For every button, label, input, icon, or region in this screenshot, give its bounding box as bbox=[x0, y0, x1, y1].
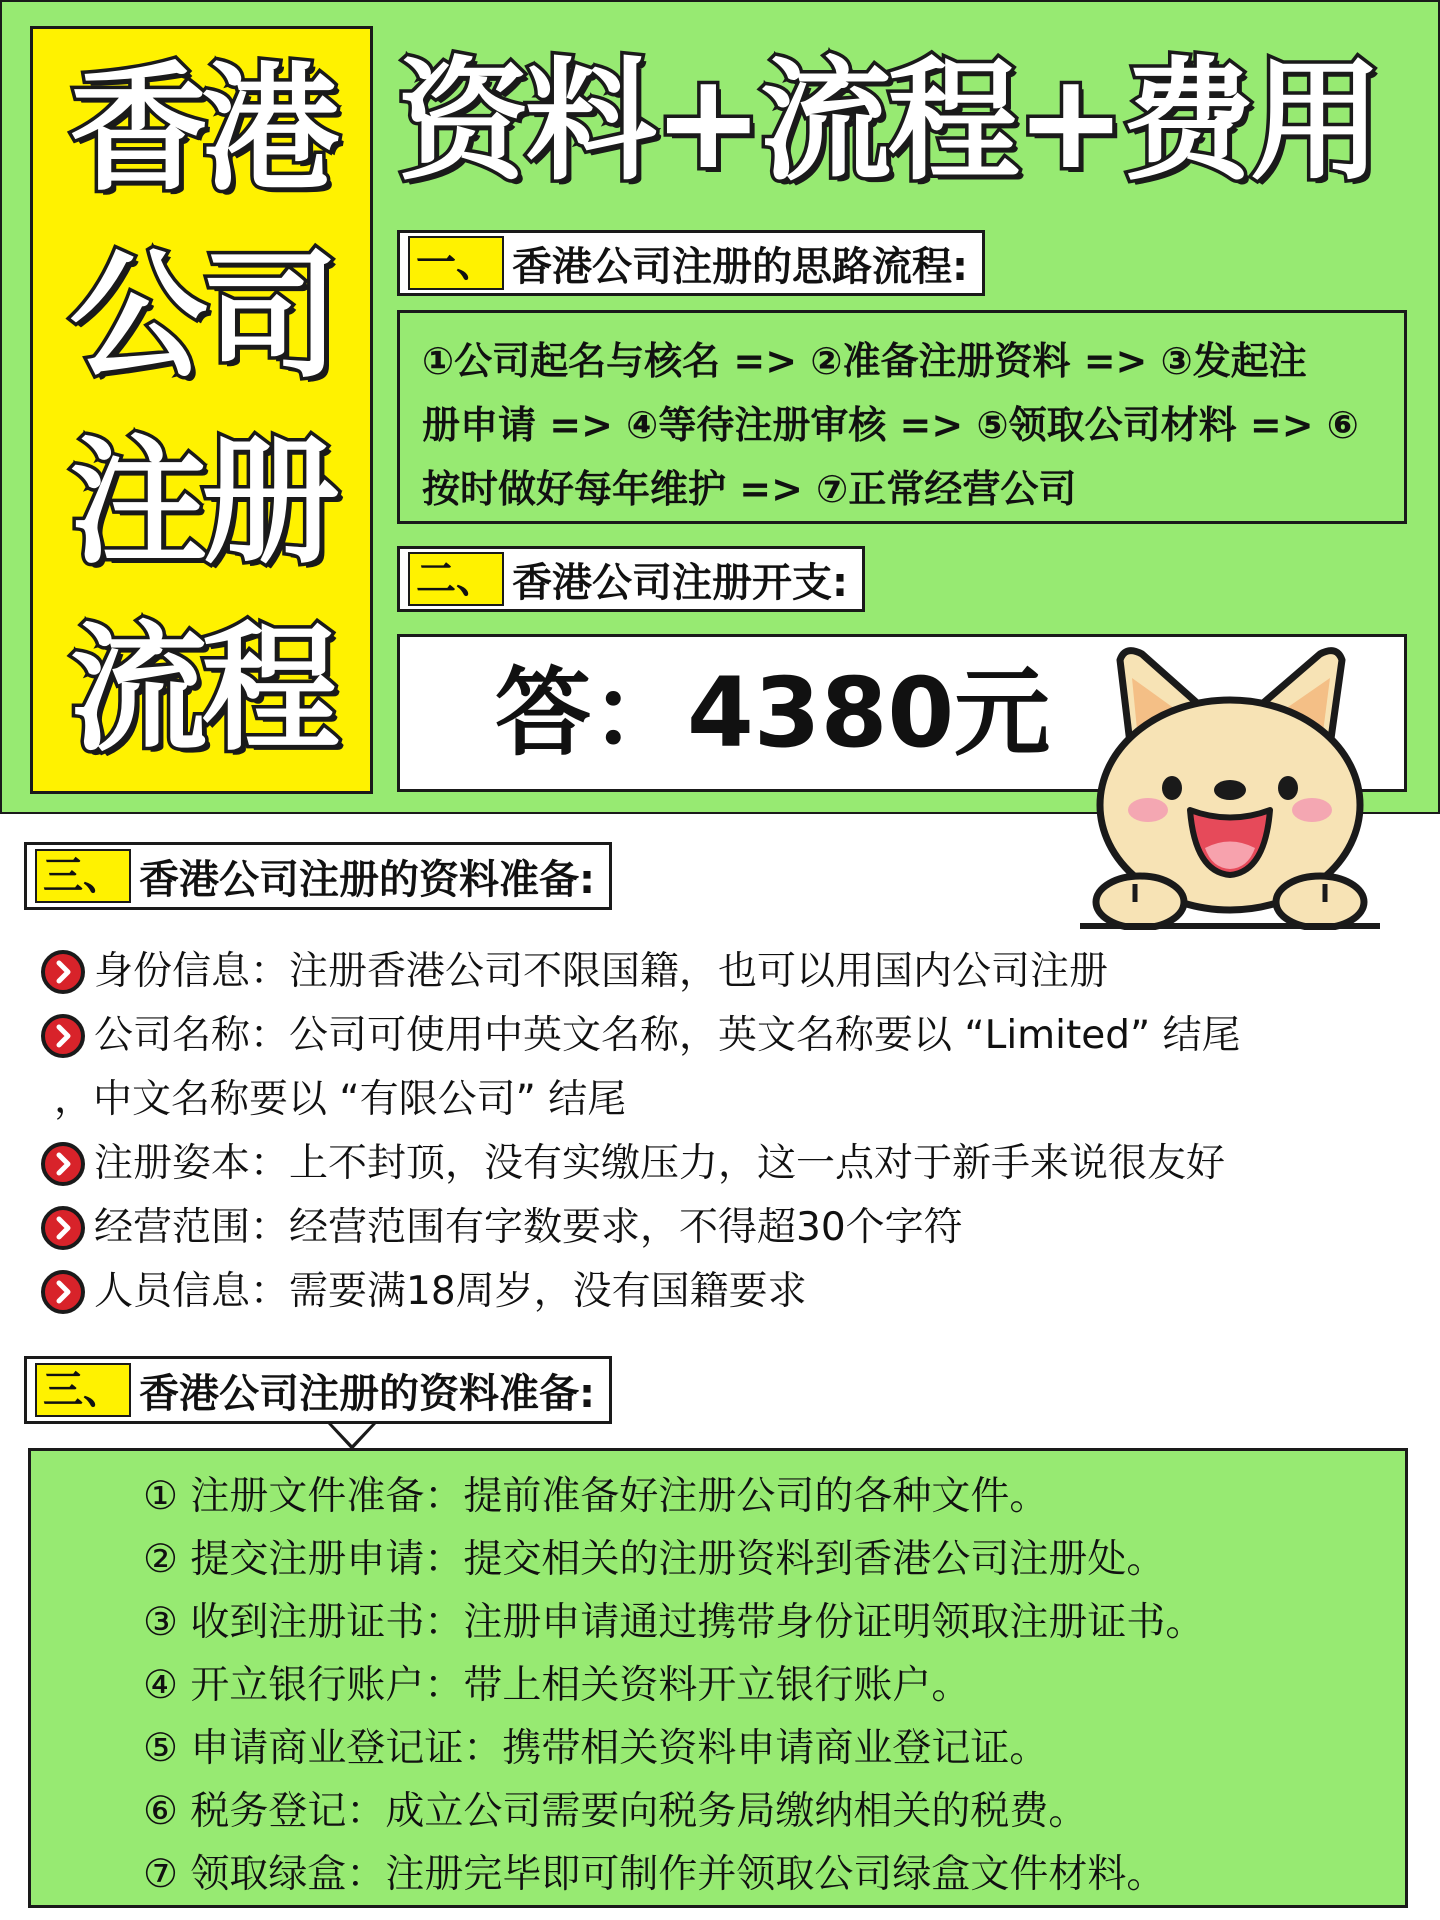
headline: 资料+流程+费用 bbox=[397, 45, 1379, 199]
title-line-3: 注册 bbox=[69, 422, 334, 584]
section2-label bbox=[397, 546, 865, 612]
list-item-text: 人员信息：需要满18周岁，没有国籍要求 bbox=[94, 1269, 807, 1314]
step-item: ⑤ 申请商业登记证：携带相关资料申请商业登记证。 bbox=[143, 1726, 1049, 1771]
title-line-2: 公司 bbox=[69, 235, 334, 397]
section2-title: 香港公司注册开支: bbox=[512, 559, 848, 606]
dog-mascot-icon bbox=[1080, 640, 1380, 930]
speech-notch-inner bbox=[332, 1424, 372, 1445]
step-item: ③ 收到注册证书：注册申请通过携带身份证明领取注册证书。 bbox=[143, 1600, 1205, 1645]
list-item-text: 经营范围：经营范围有字数要求，不得超30个字符 bbox=[94, 1205, 963, 1250]
section3b-label bbox=[24, 1356, 612, 1424]
section1-number: 一、 bbox=[408, 236, 504, 290]
step-item: ⑥ 税务登记：成立公司需要向税务局缴纳相关的税费。 bbox=[143, 1789, 1088, 1834]
section3b-title: 香港公司注册的资料准备: bbox=[139, 1370, 595, 1417]
section3a-label bbox=[24, 842, 612, 910]
requirements-list bbox=[40, 940, 1420, 1324]
list-item-continuation: ，中文名称要以 “有限公司” 结尾 bbox=[54, 1077, 627, 1122]
list-item bbox=[40, 1196, 1420, 1260]
list-item bbox=[40, 1132, 1420, 1196]
section1-title: 香港公司注册的思路流程: bbox=[512, 243, 968, 290]
flow-line-3: 按时做好每年维护 => ⑦正常经营公司 bbox=[422, 467, 1077, 511]
list-item-text: 身份信息：注册香港公司不限国籍，也可以用国内公司注册 bbox=[94, 949, 1109, 994]
section3a-title: 香港公司注册的资料准备: bbox=[139, 856, 595, 903]
step-item: ① 注册文件准备：提前准备好注册公司的各种文件。 bbox=[143, 1474, 1049, 1519]
list-item bbox=[40, 1004, 1420, 1068]
section3a-number: 三、 bbox=[35, 849, 131, 903]
flow-line-1: ①公司起名与核名 => ②准备注册资料 => ③发起注 bbox=[422, 339, 1307, 383]
title-line-4: 流程 bbox=[69, 608, 334, 770]
section1-label bbox=[397, 230, 985, 296]
flow-box bbox=[397, 310, 1407, 524]
section2-number: 二、 bbox=[408, 552, 504, 606]
chevron-right-circle-icon bbox=[40, 940, 94, 1004]
list-item bbox=[40, 940, 1420, 1004]
chevron-right-circle-icon bbox=[40, 1132, 94, 1196]
chevron-right-circle-icon bbox=[40, 1260, 94, 1324]
section3b-number: 三、 bbox=[35, 1363, 131, 1417]
chevron-right-circle-icon bbox=[40, 1004, 94, 1068]
step-item: ② 提交注册申请：提交相关的注册资料到香港公司注册处。 bbox=[143, 1537, 1166, 1582]
vertical-title-block bbox=[30, 26, 373, 794]
flow-line-2: 册申请 => ④等待注册审核 => ⑤领取公司材料 => ⑥ bbox=[422, 403, 1359, 447]
list-item-text: 公司名称：公司可使用中英文名称，英文名称要以 “Limited” 结尾 bbox=[94, 1013, 1241, 1058]
list-item-text: 注册姿本：上不封顶，没有实缴压力，这一点对于新手来说很友好 bbox=[94, 1141, 1226, 1186]
step-item: ④ 开立银行账户：带上相关资料开立银行账户。 bbox=[143, 1663, 971, 1708]
step-item: ⑦ 领取绿盒：注册完毕即可制作并领取公司绿盒文件材料。 bbox=[143, 1852, 1166, 1897]
cost-answer: 答：4380元 bbox=[495, 657, 1051, 769]
list-item bbox=[40, 1260, 1420, 1324]
title-line-1: 香港 bbox=[69, 49, 334, 211]
chevron-right-circle-icon bbox=[40, 1196, 94, 1260]
steps-box bbox=[28, 1448, 1408, 1908]
